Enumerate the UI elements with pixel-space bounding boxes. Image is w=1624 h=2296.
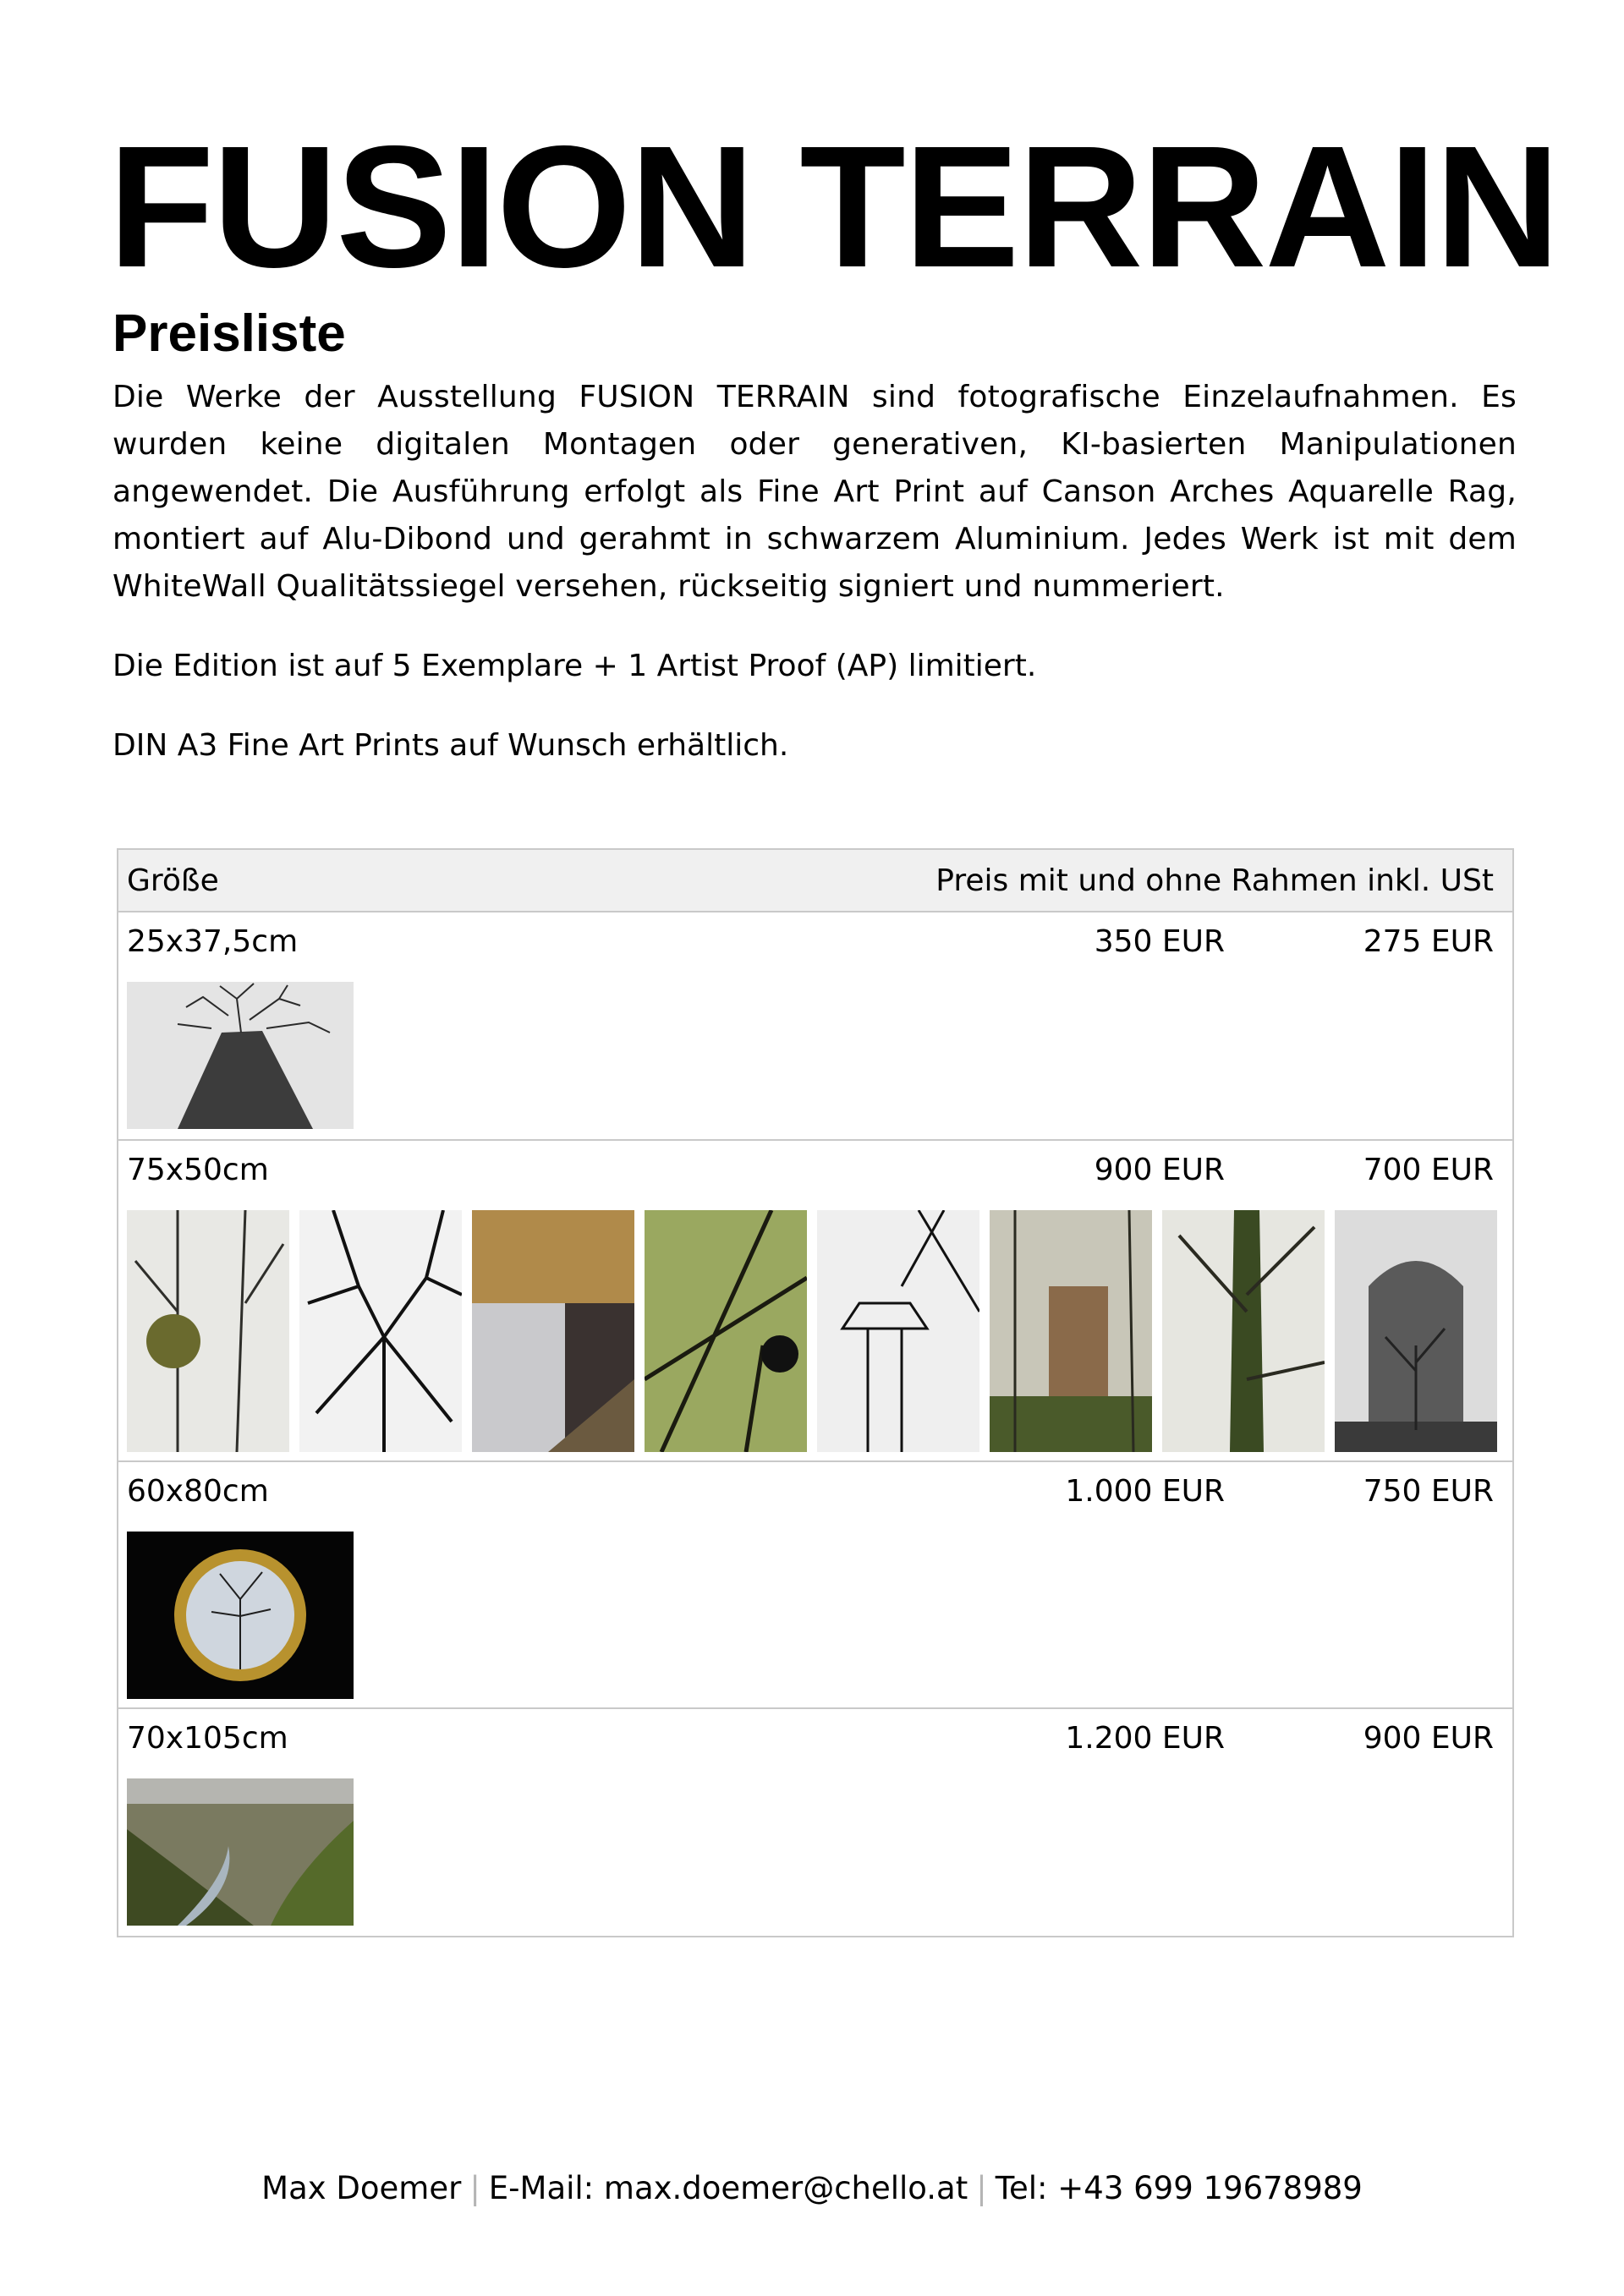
- size-label: 60x80cm: [127, 1474, 269, 1509]
- document-title: FUSION TERRAIN: [108, 110, 1559, 304]
- artwork-thumbnail[interactable]: [127, 982, 354, 1129]
- table-row: [118, 1141, 1512, 1462]
- size-label: 70x105cm: [127, 1721, 288, 1756]
- artwork-thumbnail[interactable]: [127, 1210, 289, 1452]
- price-without-frame: 900 EUR: [1363, 1721, 1494, 1756]
- artwork-thumbnail[interactable]: [990, 1210, 1152, 1452]
- price-with-frame: 1.200 EUR: [1065, 1721, 1225, 1756]
- size-label: 75x50cm: [127, 1153, 269, 1187]
- separator: |: [469, 2170, 480, 2206]
- price-table: [117, 848, 1514, 1937]
- table-row: [118, 912, 1512, 1141]
- artwork-thumbnail[interactable]: [472, 1210, 634, 1452]
- table-row: [118, 1462, 1512, 1709]
- price-without-frame: 750 EUR: [1363, 1474, 1494, 1509]
- artwork-thumbnail[interactable]: [645, 1210, 807, 1452]
- edition-note: Die Edition ist auf 5 Exemplare + 1 Artist Proof (AP) limitiert.: [112, 649, 1037, 683]
- artwork-thumbnail[interactable]: [1162, 1210, 1325, 1452]
- artwork-thumbnail[interactable]: [127, 1532, 354, 1699]
- table-row: [118, 1709, 1512, 1936]
- intro-paragraph: Die Werke der Ausstellung FUSION TERRAIN sind fotografische Einzelaufnahmen. Es wurden keine digitalen Montagen oder generativen, KI-basierten Manipulationen angewendet. Die Ausführung erfolgt als Fine Art Print auf Canson Arches Aquarelle Rag, montiert auf Alu-Dibond und gerahmt in schwarzem Aluminium. Jedes Werk ist mit dem WhiteWall Qualitätssiegel versehen, rückseitig signiert und nummeriert.: [112, 380, 1517, 604]
- artwork-thumbnail[interactable]: [299, 1210, 462, 1452]
- a3-print-note: DIN A3 Fine Art Prints auf Wunsch erhältlich.: [112, 728, 789, 763]
- price-with-frame: 900 EUR: [1094, 1153, 1225, 1187]
- artist-name: Max Doemer: [261, 2170, 462, 2206]
- artwork-thumbnail[interactable]: [127, 1778, 354, 1926]
- artwork-thumbnail[interactable]: [817, 1210, 979, 1452]
- contact-footer: [0, 2170, 1624, 2206]
- email-contact[interactable]: E-Mail: max.doemer@chello.at: [488, 2170, 968, 2206]
- price-with-frame: 350 EUR: [1094, 924, 1225, 959]
- phone-contact[interactable]: Tel: +43 699 19678989: [995, 2170, 1363, 2206]
- price-with-frame: 1.000 EUR: [1065, 1474, 1225, 1509]
- price-without-frame: 700 EUR: [1363, 1153, 1494, 1187]
- price-list-heading: Preisliste: [112, 304, 346, 363]
- size-label: 25x37,5cm: [127, 924, 299, 959]
- table-header: [118, 850, 1512, 912]
- price-without-frame: 275 EUR: [1363, 924, 1494, 959]
- price-column-header: Preis mit und ohne Rahmen inkl. USt: [935, 863, 1494, 898]
- artwork-thumbnail[interactable]: [1335, 1210, 1497, 1452]
- separator: |: [976, 2170, 987, 2206]
- size-column-header: Größe: [127, 863, 219, 898]
